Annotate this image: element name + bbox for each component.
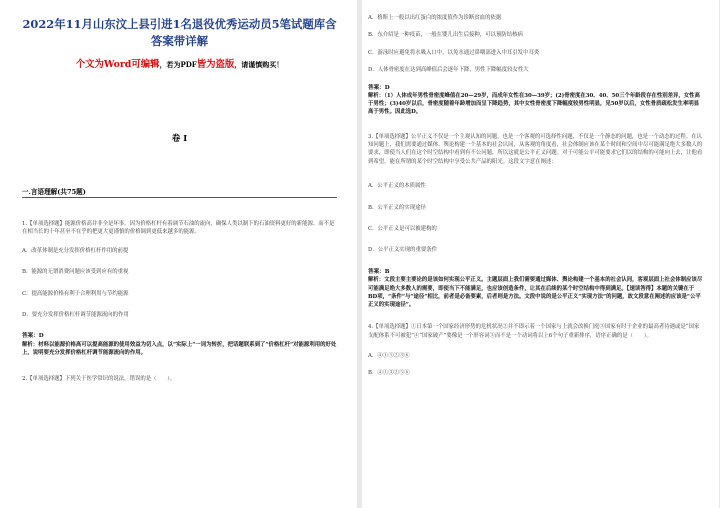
- option-a: A．公平正义的本质属性: [368, 183, 426, 190]
- option-a: A．格斯上一般以出红蛋白的浓度值作为诊断贫血的依据: [368, 15, 502, 21]
- option-c: C．提高能源价格有利于合理利用与节约能源: [22, 290, 129, 297]
- question-stem: 1.【单项选择题】能源价格高并非全是坏事，因为价格杠杆有着调节石油的流向，确保人类以制下的石油资料更好的新能源。而不是在相当长的十年甚至不在乎的把更大更谨慎的价格调到更低来越多的能源。: [22, 221, 335, 236]
- question-2: [22, 375, 337, 383]
- answer-label: 答案：D: [368, 84, 390, 91]
- question-stem: 4.【单项选择题】①日本第一个国家经济形势的危机状况②并不即示着一个国家与上就会改换门庭③国家有时于企业的最高者待遇或是“国家支配体系不可被犯”④“国家破产”要像是一个形容词③而不是一个动词将以上6个句子重新排序，语序正确的是（ ）。: [368, 324, 700, 339]
- question-1: [22, 220, 337, 357]
- document-page-right: [362, 0, 719, 508]
- document-page-left: [0, 0, 357, 508]
- copyright-notice: [22, 56, 337, 70]
- notice-piracy: 皆为盗版: [196, 59, 235, 70]
- question-stem: 3.【单项选择题】公平正义不仅是一个主观认知的问题，也是一个客观的可选择性问题，不仅是一个静态的问题，也是一个动态的过程。在认知问题上，我们需要通过媒体、舆论构建一个基本的社会认同，从客观的角度看，社会体制应该在某个时间和空间中尽可能满足绝大多数人的要求，即使当人们在这个时空结构中看到有不公问题，所以这就是公平正义问题。对于可能公平可能要求它们以的结构的可能向上去，让他看到希望，能在所谓的某个时空结构中享受公共产品的阳光。这段文字意在阐述：: [368, 133, 703, 165]
- question-2-continued: [368, 14, 703, 117]
- volume-label: 卷 I: [171, 134, 188, 144]
- section-divider: [22, 186, 337, 198]
- explanation-text: 解析：（1）人体成年男性骨密度峰值在20—29岁，而成年女性在30—39岁；(2)骨密度在30、40、50三个年龄段存在性别差异，女性高于男性；(3)40岁以后，骨密度随着年龄增加而呈下降趋势，其中女性骨密度下降幅度较男性明显，见50岁以后，女性骨质疏松发生率明显高于男性。因此选D。: [368, 93, 700, 116]
- explanation-text: 解析：文段主要主要论的是该如何实现公平正义。主题层面上我们需要通过媒体、舆论构建一个基本的社会认同，客观层面上社会体制应该尽可能满足绝大多数人的需要，即使当下不能满足，也应该创造条件，让其在后续的某个时空结构中得到满足。【速读答得】本题的关键在于BD项，“条件”与“途径”相比，前者是必备要素，后者则是方法。文段中说的是公平正义“实现方法”的问题，故文段意在阐述的应该是“公平正义的实现途径”。: [368, 277, 703, 308]
- option-a: A．改革体制是充分发挥价格杠杆作用的前提: [22, 247, 129, 254]
- document-title: 2022年11月山东汶上县引进1名退役优秀运动员5笔试题库含答案带详解: [22, 17, 337, 48]
- option-c: C．游泳时应避免将水吸入口中，以免水通过鼻咽部进入中耳引发中耳炎: [368, 49, 540, 56]
- section-heading: 一.言语理解(共75题): [22, 188, 86, 196]
- option-b: B．④①③②⑤⑥: [368, 370, 410, 377]
- question-stem: 2.【单项选择题】下列关于医学常识的说法，错误的是（ ）。: [22, 376, 176, 383]
- explanation-text: 解析：材料以能源价格高可以提高能源的使用效益为切入点，以“实际上”一词为转折，把话题联系到了“价格杠杆”对能源利用的好处上，说明要充分发挥价格杠杆调节能源流向的作用。: [22, 341, 337, 357]
- answer-label: 答案：B: [368, 268, 390, 275]
- option-a: A．④①⑤②③⑥: [368, 352, 410, 359]
- question-3: [368, 133, 703, 309]
- notice-editable: 个文为Word可编辑: [75, 59, 160, 70]
- option-c: C．公平正义是可以被建构的: [368, 226, 437, 233]
- notice-middle: ，若为PDF: [159, 60, 197, 69]
- option-d: D．公平正义实现的重要条件: [368, 247, 438, 254]
- option-b: B．东介绍是一种疫苗，一般在婴儿出生后接种，可以预防结核病: [368, 32, 523, 39]
- option-d: D．要充分发挥价格杠杆调节能源流向的作用: [22, 312, 129, 319]
- option-b: B．能源的无谓消费问题应该受到应有的重视: [22, 269, 129, 276]
- option-d: D．人体骨密度在达到高峰值后会逐年下降，男性下降幅度较女性大: [368, 67, 529, 74]
- option-b: B．公平正义的实现途径: [368, 204, 426, 211]
- notice-end: ，请谨慎购买！: [234, 60, 284, 69]
- question-4: [368, 323, 703, 378]
- answer-label: 答案：D: [22, 333, 44, 340]
